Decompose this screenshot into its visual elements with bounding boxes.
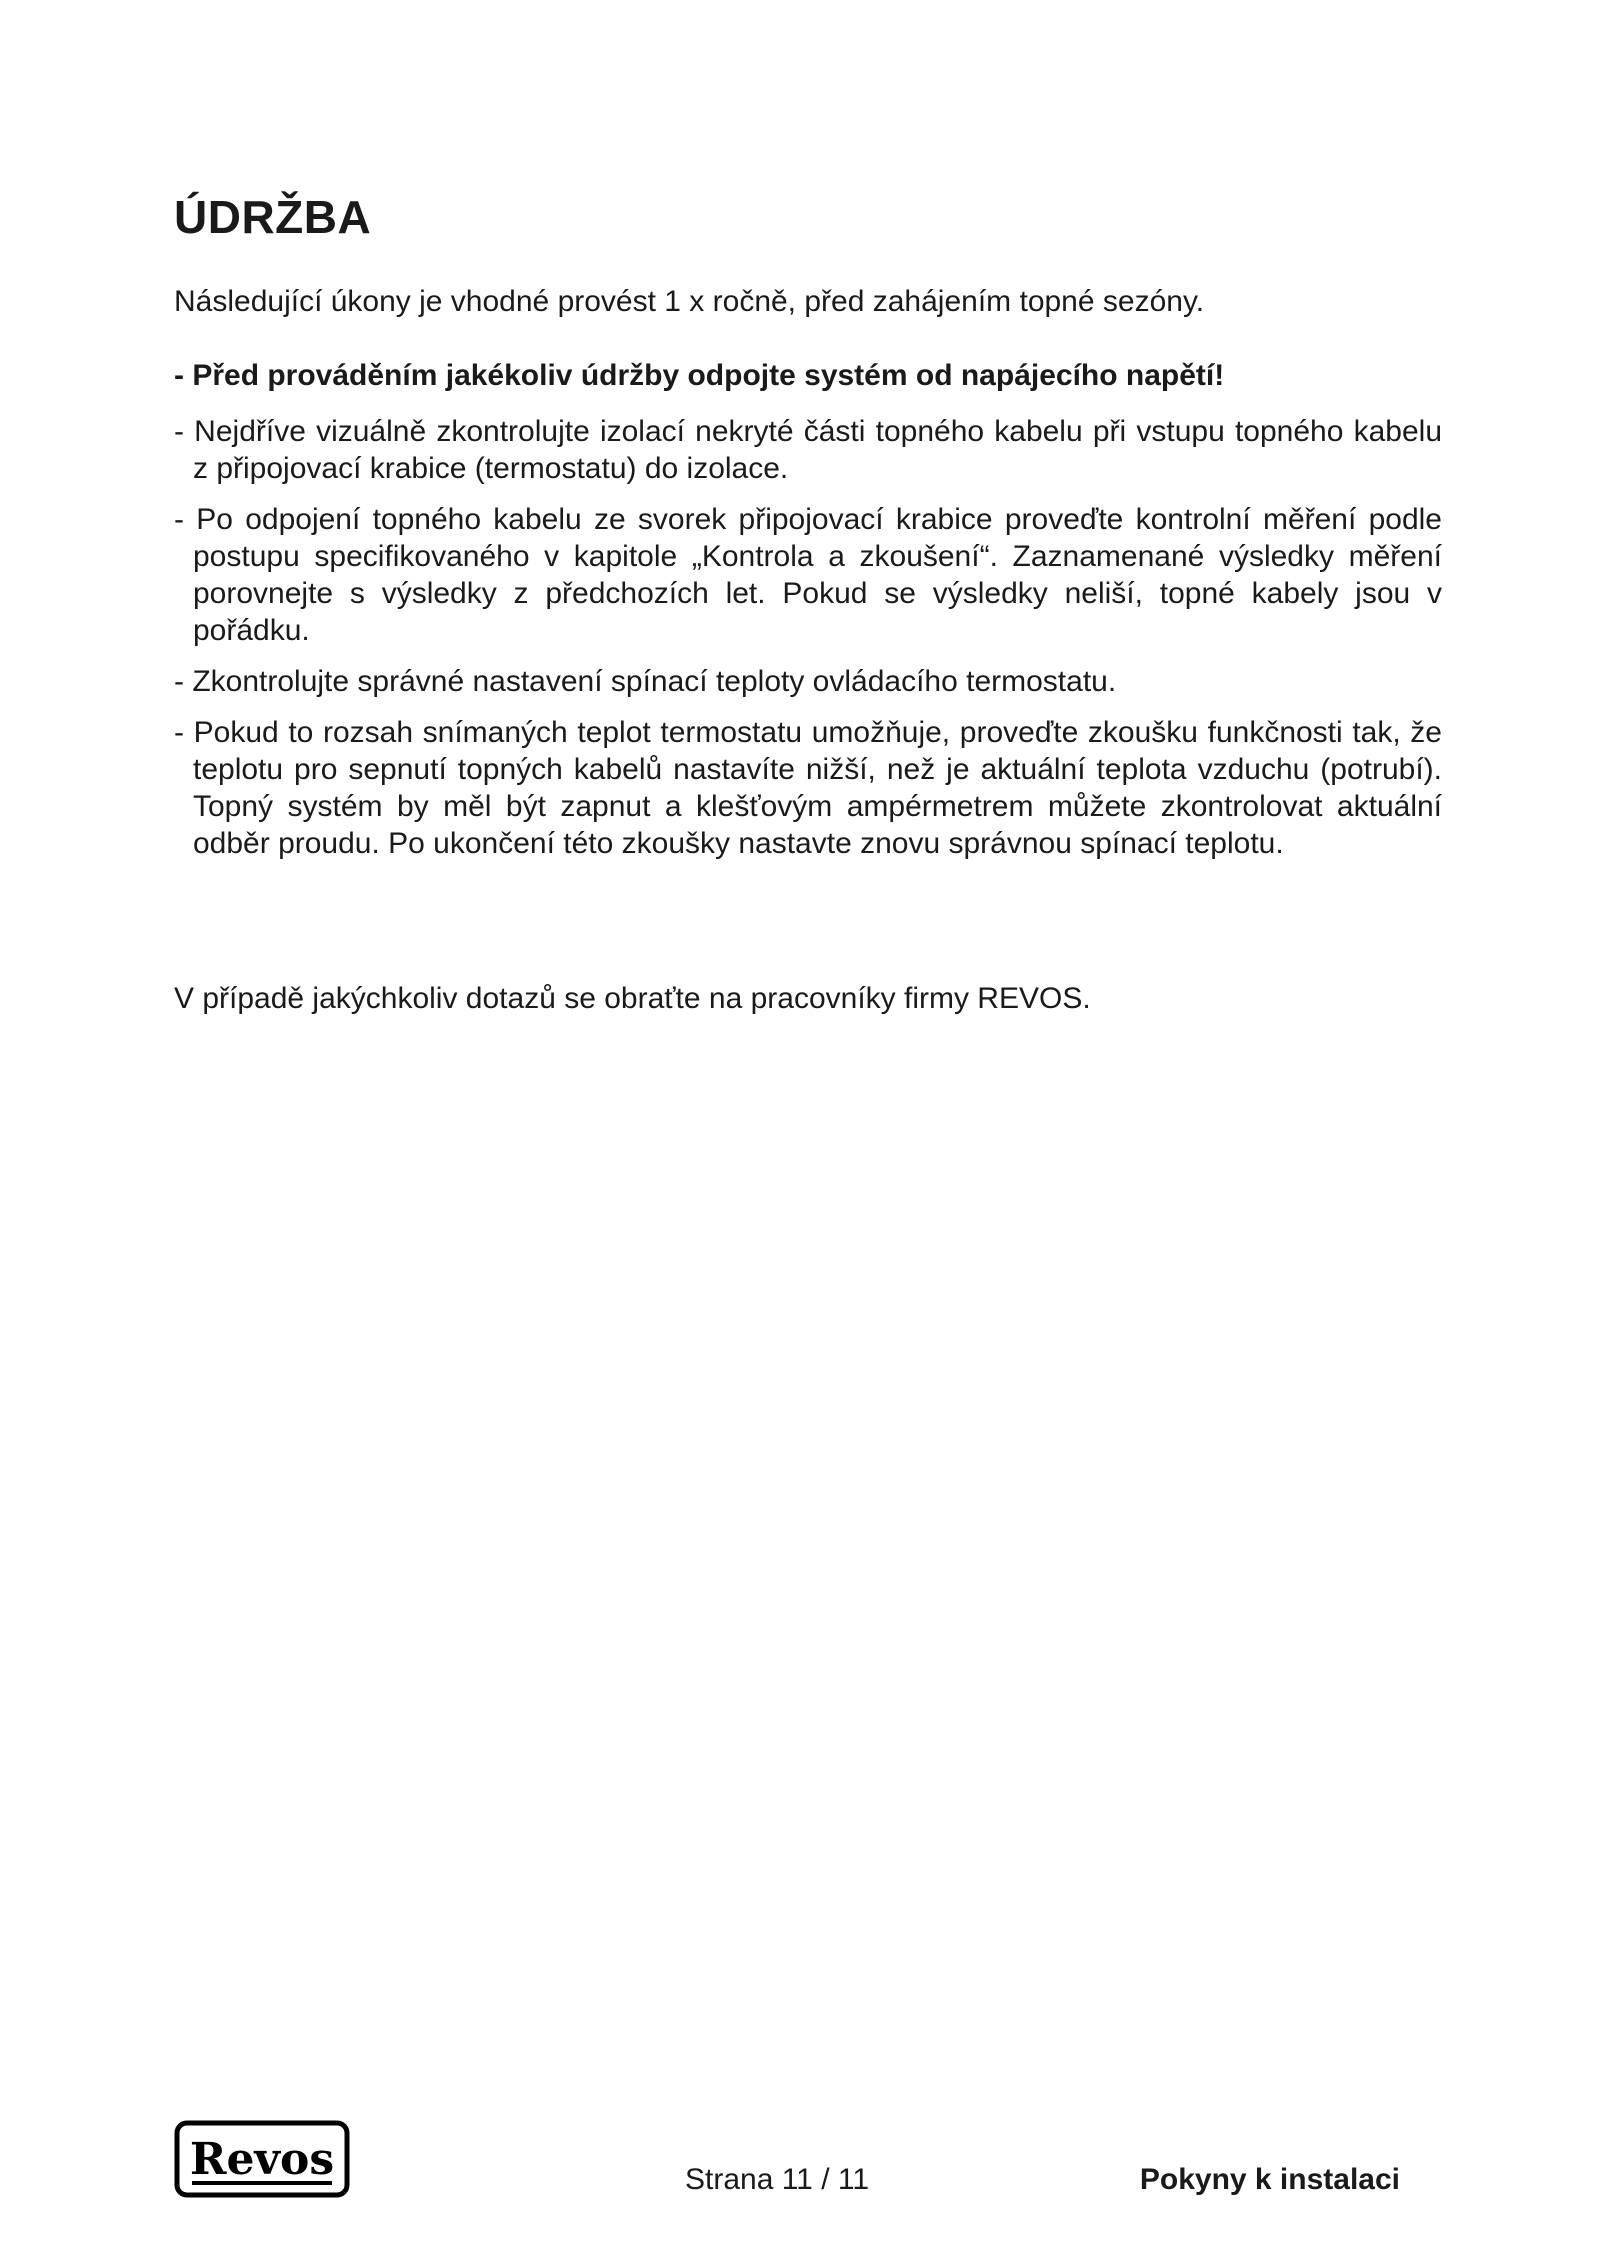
page-number: Strana 11 / 11 (685, 2163, 870, 2196)
maintenance-item: - Nejdříve vizuálně zkontrolujte izolací nekryté části topného kabelu při vstupu topného kabelu z připojovací krabice (termostatu) do izolace. (174, 415, 1442, 485)
logo-text: Revos (189, 2134, 335, 2185)
maintenance-item: - Zkontrolujte správné nastavení spínací teploty ovládacího termostatu. (174, 665, 1117, 698)
closing-paragraph: V případě jakýchkoliv dotazů se obraťte na pracovníky firmy REVOS. (174, 982, 1091, 1015)
revos-logo (174, 2120, 354, 2202)
intro-paragraph: Následující úkony je vhodné provést 1 x ročně, před zahájením topné sezóny. (174, 285, 1205, 318)
maintenance-list (174, 413, 1442, 876)
page-title: ÚDRŽBA (174, 191, 372, 243)
maintenance-item: - Po odpojení topného kabelu ze svorek připojovací krabice proveďte kontrolní měření podle postupu specifikovaného v kapitole „Kontrola a zkoušení“. Zaznamenané výsledky měření porovnejte s výsledky z předchozích let. Pokud se výsledky neliší, topné kabely jsou v pořádku. (174, 503, 1442, 647)
document-title: Pokyny k instalaci (1139, 2163, 1400, 2196)
warning-line: - Před prováděním jakékoliv údržby odpojte systém od napájecího napětí! (174, 359, 1225, 392)
maintenance-item: - Pokud to rozsah snímaných teplot termostatu umožňuje, proveďte zkoušku funkčnosti tak, že teplotu pro sepnutí topných kabelů nastavíte nižší, než je aktuální teplota vzduchu (potrubí). Topný systém by měl být zapnut a klešťovým ampérmetrem můžete zkontrolovat aktuální odběr proudu. Po ukončení této zkoušky nastavte znovu správnou spínací teplotu. (174, 716, 1442, 860)
